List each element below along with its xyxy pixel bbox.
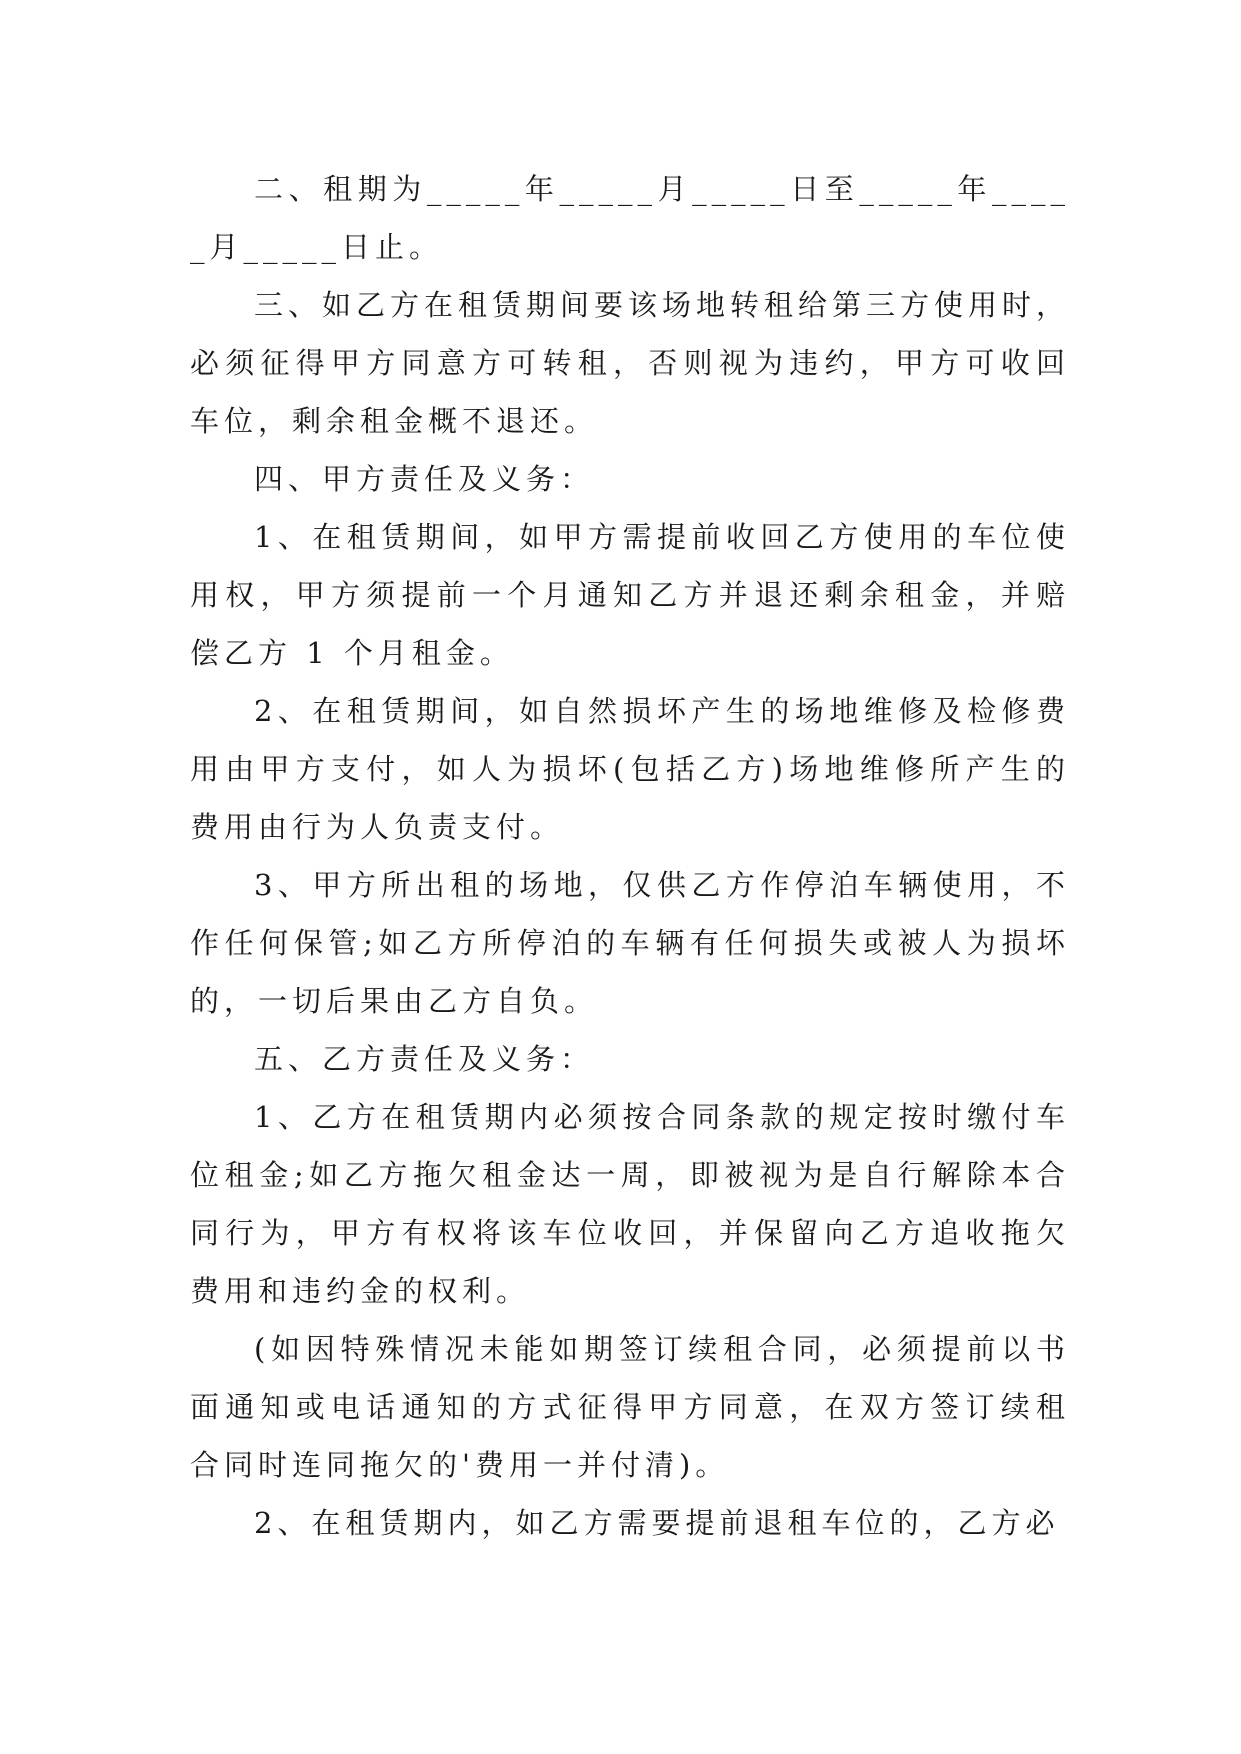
paragraph-party-b-duty-1: 1、乙方在租赁期内必须按合同条款的规定按时缴付车位租金;如乙方拖欠租金达一周，即被视为是自行解除本合同行为，甲方有权将该车位收回，并保留向乙方追收拖欠费用和违约金的权利。	[190, 1100, 1070, 1308]
paragraph-party-a-duty-2: 2、在租赁期间，如自然损坏产生的场地维修及检修费用由甲方支付，如人为损坏(包括乙方)场地维修所产生的费用由行为人负责支付。	[190, 694, 1070, 844]
paragraph-party-b-duty-2: 2、在租赁期内，如乙方需要提前退租车位的，乙方必	[254, 1506, 1060, 1540]
paragraph-sublease-clause: 三、如乙方在租赁期间要该场地转租给第三方使用时，必须征得甲方同意方可转租，否则视为违约，甲方可收回车位，剩余租金概不退还。	[190, 288, 1071, 438]
heading-party-b-duties: 五、乙方责任及义务：	[254, 1042, 595, 1076]
paragraph-renewal-note: (如因特殊情况未能如期签订续租合同，必须提前以书面通知或电话通知的方式征得甲方同意，在双方签订续租合同时连同拖欠的'费用一并付清)。	[190, 1332, 1070, 1482]
paragraph-party-a-duty-3: 3、甲方所出租的场地，仅供乙方作停泊车辆使用，不作任何保管;如乙方所停泊的车辆有任何损失或被人为损坏的，一切后果由乙方自负。	[190, 868, 1070, 1018]
document-body	[190, 160, 1070, 1552]
paragraph-party-a-duty-1: 1、在租赁期间，如甲方需提前收回乙方使用的车位使用权，甲方须提前一个月通知乙方并退还剩余租金，并赔偿乙方 1 个月租金。	[190, 520, 1070, 670]
heading-party-a-duties: 四、甲方责任及义务：	[254, 462, 595, 496]
paragraph-lease-term: 二、租期为_____年_____月_____日至_____年_____月_____日止。	[190, 172, 1070, 264]
